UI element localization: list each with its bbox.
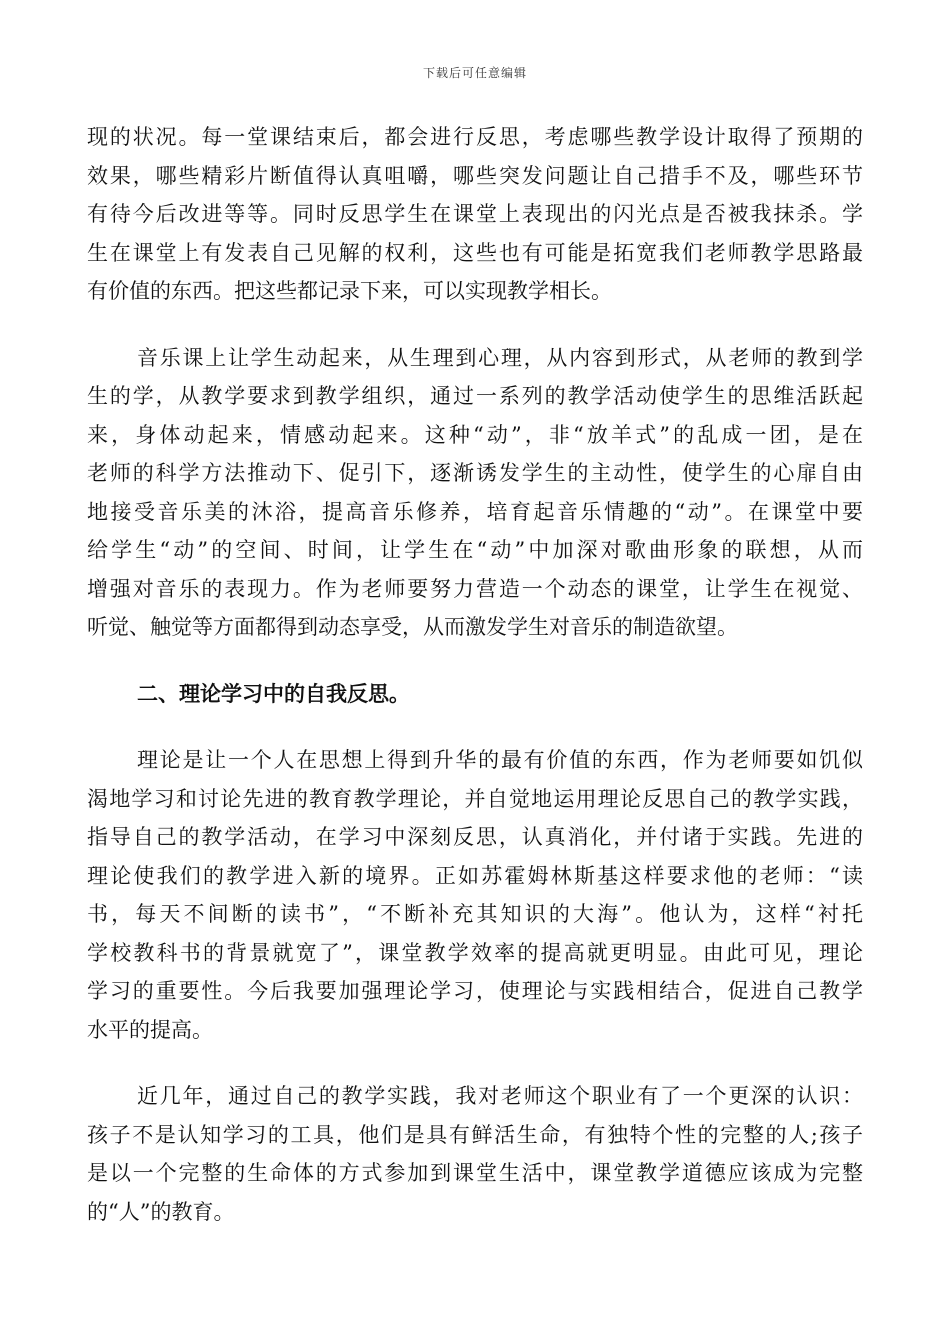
paragraph-1 — [87, 118, 863, 311]
text-line: 现的状况。每一堂课结束后，都会进行反思，考虑哪些教学设计取得了预期的 — [87, 125, 863, 149]
page-header: 下载后可任意编辑 — [422, 66, 527, 80]
text-line: 理论是让一个人在思想上得到升华的最有价值的东西，作为老师要如饥似 — [137, 748, 863, 772]
text-line: 学校教科书的背景就宽了”，课堂教学效率的提高就更明显。由此可见，理论 — [87, 940, 863, 965]
text-line: 地接受音乐美的沐浴，提高音乐修养，培育起音乐情趣的“动”。在课堂中要 — [87, 499, 863, 524]
document-body — [87, 118, 863, 1231]
text-line: 学习的重要性。今后我要加强理论学习，使理论与实践相结合，促进自己教学 — [87, 979, 863, 1003]
text-line: 来，身体动起来，情感动起来。这种“动”，非“放羊式”的乱成一团，是在 — [87, 422, 863, 447]
text-line: 听觉、触觉等方面都得到动态享受，从而激发学生对音乐的制造欲望。 — [87, 615, 738, 639]
text-line: 的“人”的教育。 — [87, 1199, 235, 1224]
text-line: 近几年，通过自己的教学实践，我对老师这个职业有了一个更深的认识： — [137, 1084, 863, 1108]
text-line: 理论使我们的教学进入新的境界。正如苏霍姆林斯基这样要求他的老师：“读 — [87, 863, 863, 888]
paragraph-spacer — [87, 311, 863, 339]
text-line: 指导自己的教学活动，在学习中深刻反思，认真消化，并付诸于实践。先进的 — [87, 825, 863, 849]
text-line: 有价值的东西。把这些都记录下来，可以实现教学相长。 — [87, 279, 612, 303]
text-line: 音乐课上让学生动起来，从生理到心理，从内容到形式，从老师的教到学 — [137, 345, 863, 370]
text-line: 给学生“动”的空间、时间，让学生在“动”中加深对歌曲形象的联想，从而 — [87, 538, 863, 562]
text-line: 水平的提高。 — [87, 1017, 213, 1042]
text-line: 生在课堂上有发表自己见解的权利，这些也有可能是拓宽我们老师教学思路最 — [87, 240, 863, 265]
text-line: 渴地学习和讨论先进的教育教学理论，并自觉地运用理论反思自己的教学实践， — [87, 786, 863, 811]
paragraph-4 — [87, 1077, 863, 1231]
text-line: 生的学，从教学要求到教学组织，通过一系列的教学活动使学生的思维活跃起 — [87, 384, 863, 408]
text-line: 效果，哪些精彩片断值得认真咀嚼，哪些突发问题让自己措手不及，哪些环节 — [87, 163, 863, 188]
section-heading: 二、理论学习中的自我反思。 — [137, 680, 410, 706]
text-line: 书，每天不间断的读书”，“不断补充其知识的大海”。他认为，这样“衬托 — [87, 902, 863, 926]
paragraph-spacer — [87, 647, 863, 675]
paragraph-spacer — [87, 1049, 863, 1077]
text-line: 有待今后改进等等。同时反思学生在课堂上表现出的闪光点是否被我抹杀。学 — [87, 202, 863, 226]
text-line: 老师的科学方法推动下、促引下，逐渐诱发学生的主动性，使学生的心扉自由 — [87, 461, 863, 485]
paragraph-3 — [87, 741, 863, 1049]
text-line: 增强对音乐的表现力。作为老师要努力营造一个动态的课堂，让学生在视觉、 — [87, 576, 863, 601]
paragraph-spacer — [87, 713, 863, 741]
text-line: 孩子不是认知学习的工具，他们是具有鲜活生命，有独特个性的完整的人;孩子 — [87, 1122, 863, 1147]
text-line: 是以一个完整的生命体的方式参加到课堂生活中，课堂教学道德应该成为完整 — [87, 1161, 863, 1185]
paragraph-2 — [87, 339, 863, 647]
